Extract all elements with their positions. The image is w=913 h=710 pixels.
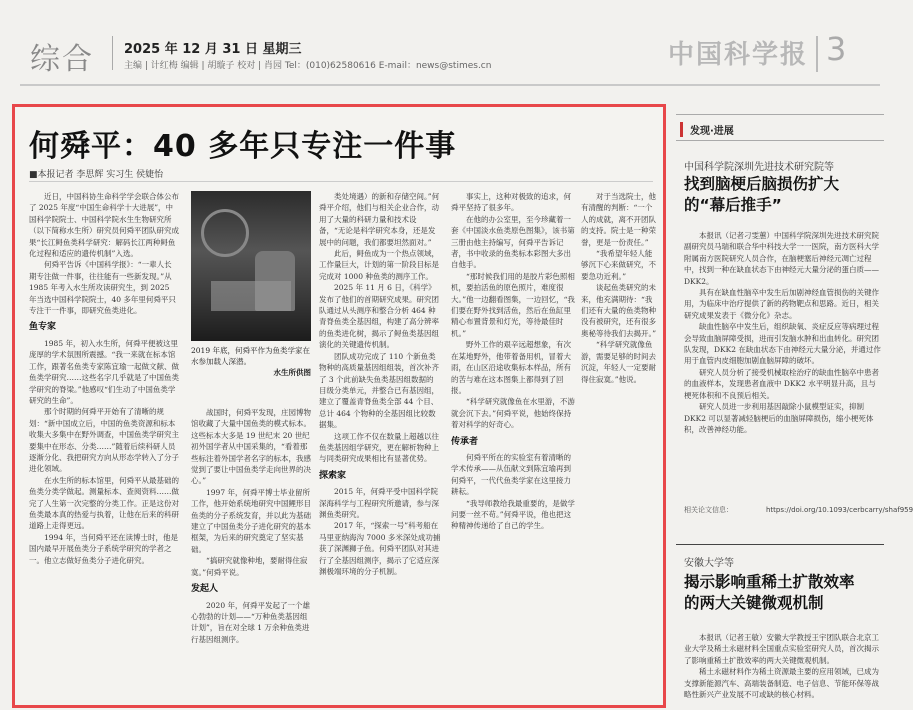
story1-title-line1: 找到脑梗后脑损伤扩大: [684, 175, 840, 193]
subheading-successor: 传承者: [451, 436, 479, 447]
paragraph: “我希望年轻人能够沉下心来做研究，不要急功近利。”: [581, 249, 656, 281]
issue-date: 2025 年 12 月 31 日 星期三: [124, 42, 302, 57]
paragraph: 2017 年，“探索一号”科考船在马里亚纳海沟 7000 多米深处成功捕获了深渊狮子鱼。何舜平团队对其进行了全基因组测序，揭示了它适应深渊极端环境的分子机制。: [319, 521, 441, 576]
paragraph: 本报讯（记者刁雯蕙）中国科学院深圳先进技术研究院副研究员马瑞和联合华中科技大学一一医院，南方医科大学附属南方医院研究人员合作，在脑梗塞后神经元凋亡过程中，找到一种在缺血状态下由神经元大量分泌的蛋白质——DKK2。: [684, 231, 879, 286]
article-photo: [191, 191, 311, 341]
paragraph: 对于当选院士，他有清醒的判断：“一个人的成就，离不开团队的支持。院士是一种荣誉，更是一份责任。”: [581, 192, 656, 247]
story1-kicker: 中国科学院深圳先进技术研究院等: [684, 162, 834, 173]
article-column-2: [191, 407, 311, 701]
paragraph: 事实上，这种对极致的追求，何舜平坚持了很多年。: [451, 192, 571, 213]
paragraph: 1994 年，当何舜平还在读博士时，他是国内最早开展鱼类分子系统学研究的学者之一。他立志做好鱼类分子进化研究。: [29, 532, 178, 565]
paragraph: “搞研究就像种地，要耐得住寂寞。”何舜平说。: [191, 556, 308, 577]
story2-title-line2: 的两大关键微观机制: [684, 594, 824, 612]
page-number: 3: [826, 30, 847, 68]
photo-caption-text: 2019 年底，何舜平作为鱼类学家在水参加载人深潜。: [191, 346, 310, 366]
photo-console: [211, 281, 291, 311]
photo-porthole: [201, 209, 249, 257]
editor-credits: 主编 | 计红梅 编辑 | 胡璇子 校对 | 肖园 Tel：(010)62580616 E-mail：news@stimes.cn: [124, 61, 492, 71]
story2-body: [684, 632, 882, 710]
story2-title-line1: 揭示影响重稀土扩散效率: [684, 573, 855, 591]
story1-title[interactable]: [684, 174, 884, 216]
story1-doi-link[interactable]: https://doi.org/10.1093/cerbcarry/shaf959: [766, 506, 913, 514]
subheading-fish-expert: 鱼专家: [29, 322, 57, 333]
title-rule: [29, 181, 653, 182]
paragraph: 类处境遇）的新和存储空间。”何舜平介绍，他们与相关企业合作，动用了大量的科研力量和技术设备，“无论是科学研究本身，还是发展中的问题，我们都要坦然面对。”: [319, 192, 440, 247]
article-column-5: [581, 191, 657, 701]
paragraph: 近日，中国科协生命科学学会联合体公布了 2025 年度“中国生命科学十大进展”，中国科学院院士、中国科学院水生生物研究所（以下简称水生所）研究员何舜平团队研究成果“长江鲟鱼类科学研究：解码长江两种鲟鱼化过程和适应的遗传机制”入选。: [29, 192, 179, 259]
page-number-divider: [816, 36, 818, 72]
paragraph: 何舜平所在的实验室有着清晰的学术传承——从伍献文到陈宜瑜再到何舜平，一代代鱼类学家在这里接力耕耘。: [451, 452, 571, 497]
article-column-4: [451, 191, 575, 701]
article-byline: ■本报记者 李思辉 实习生 侯婕怡: [29, 170, 164, 180]
subheading-initiator: 发起人: [191, 584, 219, 595]
paragraph: 团队成功完成了 110 个新鱼类物种的高质量基因组组装，首次补齐了 3 个此前缺失鱼类基因组数据的目级分类单元，并整合已有基因组，建立了覆盖青脊鱼类全部 44 个目、总计 464 个物种的全基因组比较数据集。: [319, 351, 439, 430]
story2-kicker: 安徽大学等: [684, 558, 734, 569]
paragraph: 2025 年 11 月 6 日，《科学》发布了他们的首期研究成果。研究团队通过从头测序和整合分析 464 种青脊鱼类全基因组，构建了高分辨率的鱼类进化树，揭示了鲟鱼类基因组演化的关键遗传机制。: [319, 283, 439, 350]
masthead: [0, 0, 895, 90]
paragraph: 稀土永磁材料作为稀土资源最主要的应用领域，已成为支撑新能源汽车、高端装备制造、电子信息、节能环保等战略性新兴产业发展不可或缺的核心材料。: [684, 667, 879, 700]
sidebar-divider: [676, 544, 884, 545]
paragraph: 1997 年，何舜平博士毕业留所工作，他开始系统地研究中国鲤形目鱼类的分子系统发育，并以此为基础建立了中国鱼类分子进化研究的基本框架，为后来的研究奠定了坚实基础。: [191, 487, 311, 554]
subheading-explorer: 探索家: [319, 470, 347, 481]
photo-credit: 水生所供图: [273, 368, 311, 377]
paragraph: “我导师教给我最重要的，是做学问要一丝不苟。”何舜平说，他也把这种精神传递给了自己的学生。: [451, 498, 575, 531]
paragraph: 研究人员分析了接受机械取栓治疗的缺血性脑卒中患者的血液样本，发现患者血液中 DKK2 水平明显升高，且与梗死体积和不良预后相关。: [684, 367, 879, 400]
story2-title[interactable]: [684, 572, 884, 614]
article-column-3: [319, 191, 441, 701]
header-divider: [112, 36, 113, 70]
paragraph: 谈起鱼类研究的未来，他充满期待：“我们还有大量的鱼类物种没有被研究，还有很多奥秘等待我们去揭开。”: [581, 283, 657, 338]
paragraph: 此后，鲟鱼成为一个热点领域，工作量巨大，计划的第一阶段目标是完成对 1000 种鱼类的测序工作。: [319, 249, 439, 281]
paragraph: 本报讯（记者王敏）安徽大学教授王宇团队联合北京工业大学及稀土永磁材料全国重点实验室研究人员，首次揭示了影响重稀土扩散效率的两大关键微观机制。: [684, 633, 879, 665]
paragraph: 何舜平告诉《中国科学报》：“一辈人长期专注做一件事，往往能有一些新发现。”从 1985 年考入水生所攻读研究生，到 2025 年当选中国科学院院士，40 多年里何舜平只专注干一件事，即研究鱼类进化。: [29, 260, 176, 316]
featured-article[interactable]: [12, 104, 666, 708]
photo-caption: [191, 345, 311, 378]
paragraph: 战国时，何舜平发现，庄园博物馆收藏了大量中国鱼类的模式标本。这些标本大多是 19 世纪末 20 世纪初外国学者从中国采集的，“看着那些标注着外国学者名字的标本，我感觉到了要让中国鱼类学走向世界的决心。”: [191, 408, 311, 486]
paragraph: 研究人员进一步利用基因敲除小鼠模型证实，抑制 DKK2 可以显著减轻脑梗后的血脑屏障损伤，缩小梗死体积，改善神经功能。: [684, 402, 874, 434]
story1-paper-label: 相关论文信息：: [684, 506, 733, 514]
paragraph: 在他的办公室里，至今珍藏着一套《中国淡水鱼类原色图集》，该书第三册由他主持编写，何舜平告诉记者，书中收录的鱼类标本彩图大多出自他手。: [451, 214, 575, 270]
header-rule: [20, 84, 880, 86]
paragraph: 缺血性脑卒中发生后，组织缺氧、炎症反应等病理过程会导致血脑屏障受损，进而引发脑水肿和出血转化。研究团队发现，DKK2 在缺血状态下由神经元大量分泌，并通过作用于血管内皮细胞加剧血脑屏障的破坏。: [684, 322, 881, 366]
section-name: 综合: [30, 42, 94, 77]
paragraph: 这项工作不仅在数量上超越以往鱼类基因组学研究，更在解析物种上与同类研究成果相比有显著优势。: [319, 431, 439, 464]
newspaper-logo: 中国科学报: [668, 40, 809, 70]
article-title: 何舜平：40 多年只专注一件事: [29, 129, 457, 164]
paragraph: 具有在缺血性脑卒中发生后加剧神经血管损伤的关键作用，为临床中治疗提供了新的药物靶点和思路。近日，相关研究成果发表于《微分化》杂志。: [684, 288, 879, 320]
paragraph: 2015 年，何舜平受中国科学院深海科学与工程研究所邀请，参与深渊鱼类研究。: [319, 487, 439, 519]
sidebar-section-rule: [676, 140, 884, 141]
paragraph: “科学研究就像鱼游，需要足够的时间去沉淀，年轻人一定要耐得住寂寞。”他说。: [581, 340, 656, 384]
article-column-1: [29, 191, 179, 701]
story1-title-line2: 的“幕后推手”: [684, 196, 782, 214]
paragraph: 野外工作的艰辛远超想象，有次在某地野外，他带着备用机，冒着大雨，在山区沿途收集标本样品，所有的苦与难在这本图集上都得到了回报。: [451, 340, 571, 395]
paragraph: “科学研究就像鱼在水里游，不游就会沉下去。”何舜平说，他始终保持着对科学的好奇心。: [451, 397, 575, 430]
sidebar-top-rule: [676, 114, 884, 115]
paragraph: “那时候我们用的是胶片彩色照相机，要拍活鱼的原色照片，难度很大。”他一边翻看图集，一边回忆，“我们要在野外找到活鱼，然后在鱼缸里精心布置背景和灯光，等待最佳时机。”: [451, 271, 575, 338]
paragraph: 在水生所的标本馆里，何舜平从最基础的鱼类分类学做起。测量标本、查阅资料……做完了人生第一次完整的分类工作。正是这份对鱼类最本真的热爱与执着，让他在后来的科研道路上走得更远。: [29, 475, 179, 531]
paragraph: 2020 年，何舜平发起了一个雄心勃勃的计划——“万种鱼类基因组计划”，旨在对全球 1 万余种鱼类进行基因组测序。: [191, 600, 310, 644]
paragraph: 那个时期的何舜平开始有了清晰的规划：“新中国成立后，中国的鱼类资源和标本收集大多集中在野外调查，中国鱼类学研究主要集中在形态、分类……”随着后续科研人员逐渐分化、我把研究方向从形态学转入了分子进化领域。: [29, 407, 179, 474]
sidebar-section-discovery: 发现·进展: [680, 122, 734, 137]
news-sidebar: [676, 108, 913, 710]
paragraph: 1985 年，初入水生所，何舜平便被这里庞厚的学术氛围所震撼。“我一来就在标本馆工作，跟著名鱼类专家陈宜瑜一起做文献、做鱼类学研究……这些名字几乎就是了中国鱼类学研究的脊梁。”他感叹“们生动了中国鱼类学研究的生命”。: [29, 338, 179, 405]
